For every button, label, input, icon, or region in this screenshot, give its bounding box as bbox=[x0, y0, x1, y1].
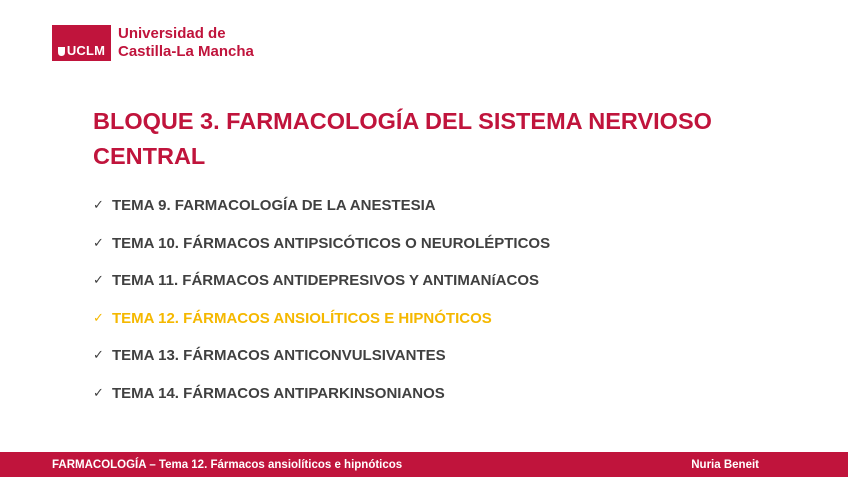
check-icon: ✓ bbox=[93, 348, 104, 364]
footer-bar bbox=[0, 452, 848, 477]
slide-title: BLOQUE 3. FARMACOLOGÍA DEL SISTEMA NERVIOSO CENTRAL bbox=[93, 108, 712, 169]
topic-label: TEMA 12. FÁRMACOS ANSIOLÍTICOS E HIPNÓTICOS bbox=[112, 309, 492, 327]
check-icon: ✓ bbox=[93, 198, 104, 214]
university-name-line1: Universidad de bbox=[118, 25, 226, 42]
footer-course-title: FARMACOLOGÍA – Tema 12. Fármacos ansiolíticos e hipnóticos bbox=[52, 458, 403, 471]
topic-item-tema-14 bbox=[93, 375, 550, 413]
university-name bbox=[118, 25, 254, 61]
topic-label: TEMA 11. FÁRMACOS ANTIDEPRESIVOS Y ANTIMANíACOS bbox=[112, 272, 539, 290]
check-icon: ✓ bbox=[93, 310, 104, 326]
check-icon: ✓ bbox=[93, 235, 104, 251]
check-icon: ✓ bbox=[93, 273, 104, 289]
topic-item-tema-9 bbox=[93, 187, 550, 225]
logo-abbreviation: UCLM bbox=[66, 43, 106, 58]
university-name-line2: Castilla-La Mancha bbox=[118, 43, 254, 60]
uclm-logo bbox=[52, 25, 254, 61]
check-icon: ✓ bbox=[93, 385, 104, 401]
topic-label: TEMA 13. FÁRMACOS ANTICONVULSIVANTES bbox=[112, 347, 446, 365]
topic-item-tema-11 bbox=[93, 262, 550, 300]
uclm-logo-box bbox=[52, 25, 111, 61]
topic-item-tema-10 bbox=[93, 225, 550, 263]
topic-label: TEMA 9. FARMACOLOGÍA DE LA ANESTESIA bbox=[112, 197, 436, 215]
topic-item-tema-13 bbox=[93, 337, 550, 375]
topic-label: TEMA 10. FÁRMACOS ANTIPSICÓTICOS O NEUROLÉPTICOS bbox=[112, 234, 551, 252]
topic-item-tema-12 bbox=[93, 300, 550, 338]
crest-icon bbox=[58, 47, 65, 56]
footer-author: Nuria Beneit bbox=[691, 458, 759, 471]
topic-list bbox=[93, 187, 550, 412]
topic-label: TEMA 14. FÁRMACOS ANTIPARKINSONIANOS bbox=[112, 384, 445, 402]
